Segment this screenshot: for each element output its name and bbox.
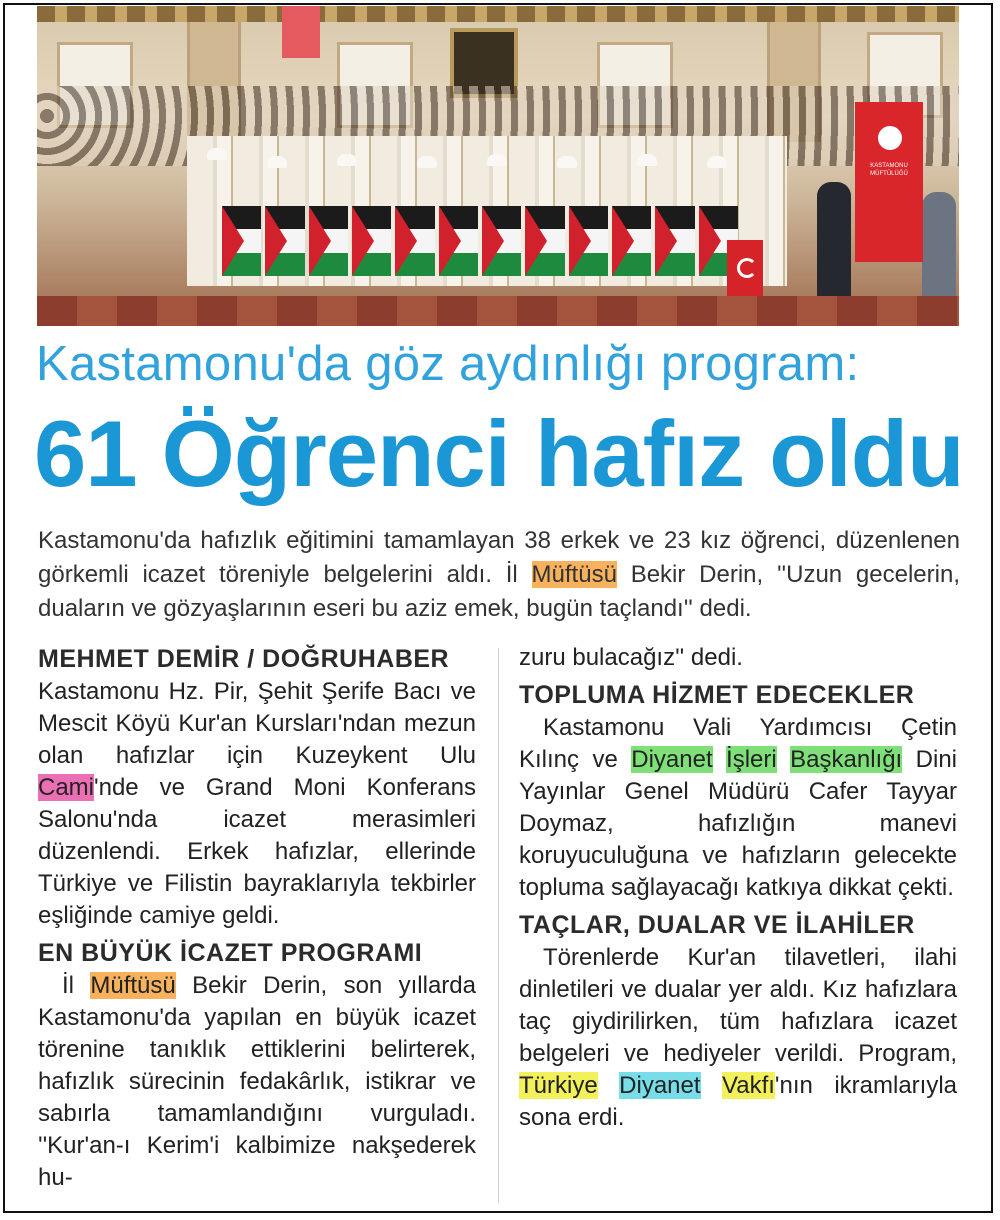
- banner-text: KASTAMONU MÜFTÜLÜĞÜ: [870, 163, 908, 177]
- byline: MEHMET DEMİR / DOĞRUHABER: [38, 645, 450, 673]
- turban: [557, 156, 577, 168]
- turban: [487, 154, 507, 166]
- hanging-red-flag: [282, 6, 320, 58]
- palestine-flag: [265, 206, 304, 276]
- highlight: Diyanet: [631, 746, 713, 773]
- carpet: [37, 296, 959, 326]
- turban: [417, 156, 437, 168]
- turban: [637, 154, 657, 166]
- headline-kicker: Kastamonu'da göz aydınlığı program:: [36, 337, 860, 391]
- highlight: Türkiye: [519, 1072, 598, 1099]
- highlight: İşleri: [726, 746, 777, 773]
- ceremony-photo: [37, 6, 959, 326]
- paragraph: Törenlerde Kur'an tilavetleri, ilahi dinletileri ve dualar yer aldı. Kız hafızlara taç giydirilirken, tüm hafızlara icazet belgeleri ve hediyeler verildi. Program, Türkiye Diyanet Vakfı'nın ikramlarıyla sona erdi.: [519, 944, 958, 1131]
- highlight: Diyanet: [619, 1072, 701, 1099]
- palestine-flag: [309, 206, 348, 276]
- subheading: TAÇLAR, DUALAR VE İLAHİLER: [519, 911, 915, 939]
- palestine-flags: [222, 206, 742, 276]
- palestine-flag: [525, 206, 564, 276]
- highlight: Müftüsü: [90, 972, 176, 999]
- palestine-flag: [439, 206, 478, 276]
- ceiling-border: [37, 6, 959, 22]
- lead-paragraph: Kastamonu'da hafızlık eğitimini tamamlayan 38 erkek ve 23 kız öğrenci, düzenlenen görkemli icazet töreniyle belgelerini aldı. İl Müftüsü Bekir Derin, ''Uzun gecelerin, duaların ve gözyaşlarının eseri bu aziz emek, bugün taçlandı'' dedi.: [38, 527, 960, 622]
- palestine-flag: [569, 206, 608, 276]
- highlight: Cami: [38, 774, 95, 801]
- turkish-flag: [727, 240, 763, 296]
- palestine-flag: [482, 206, 521, 276]
- turban: [337, 154, 357, 166]
- paragraph-continuation: zuru bulacağız'' dedi.: [519, 644, 743, 671]
- highlight: Başkanlığı: [790, 746, 903, 773]
- paragraph: Kastamonu Vali Yardımcısı Çetin Kılınç ve Diyanet İşleri Başkanlığı Dini Yayınlar Genel Müdürü Cafer Tayyar Doymaz, hafızlığın manevi koruyuculuğuna ve hafızların gelecekte topluma sağlayacağı katkıya dikkat çekti.: [519, 714, 958, 901]
- highlight: Vakfı: [722, 1072, 775, 1099]
- subheading: EN BÜYÜK İCAZET PROGRAMI: [38, 939, 423, 967]
- highlight: Müftüsü: [531, 561, 617, 588]
- turban: [707, 156, 727, 168]
- headline: 61 Öğrenci hafız oldu: [34, 401, 964, 506]
- palestine-flag: [222, 206, 261, 276]
- subheading: TOPLUMA HİZMET EDECEKLER: [519, 681, 915, 709]
- palestine-flag: [612, 206, 651, 276]
- turban: [207, 148, 227, 160]
- turban: [267, 156, 287, 168]
- column-left: [38, 642, 476, 1194]
- paragraph: İl Müftüsü Bekir Derin, son yıllarda Kastamonu'da yapılan en büyük icazet törenine tanıklık ettiklerini belirterek, hafızlık sürecinin fedakârlık, istikrar ve sabırla tamamlandığını vurguladı. ''Kur'an-ı Kerim'i kalbimize nakşederek hu-: [38, 972, 476, 1191]
- paragraph: Kastamonu Hz. Pir, Şehit Şerife Bacı ve Mescit Köyü Kur'an Kursları'ndan mezun olan hafızlar için Kuzeykent Ulu Cami'nde ve Grand Moni Konferans Salonu'nda icazet merasimleri düzenlendi. Erkek hafızlar, ellerinde Türkiye ve Filistin bayraklarıyla tekbirler eşliğinde camiye geldi.: [38, 678, 476, 929]
- column-right: [519, 642, 957, 1134]
- column-divider: [498, 648, 499, 1203]
- palestine-flag: [395, 206, 434, 276]
- palestine-flag: [655, 206, 694, 276]
- diyanet-logo-icon: [878, 126, 902, 150]
- palestine-flag: [352, 206, 391, 276]
